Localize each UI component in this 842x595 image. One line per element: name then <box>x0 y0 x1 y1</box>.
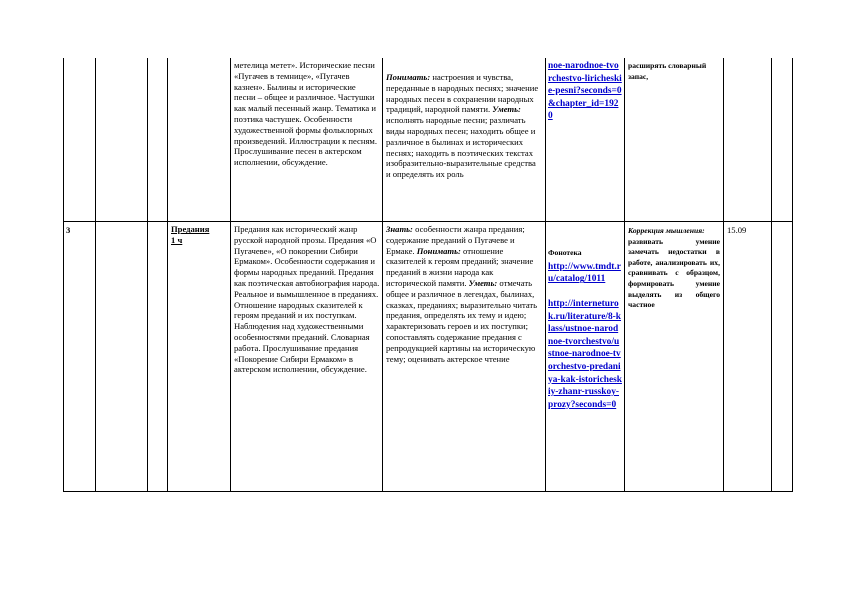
table-column-divider <box>545 58 546 492</box>
table-column-divider <box>230 58 231 492</box>
table-column-divider <box>95 58 96 492</box>
lesson-content-cell <box>234 224 380 375</box>
table-column-divider <box>771 58 772 492</box>
resource-link[interactable]: noe-narodnoe-tvorchestvo-liricheskie-pesni?seconds=0&chapter_id=1920 <box>548 61 622 122</box>
topic-hours: 1 ч <box>171 234 183 245</box>
resource-link-tmdt[interactable]: http://www.tmdt.ru/catalog/1011 <box>548 261 621 285</box>
table-column-divider <box>624 58 625 492</box>
learning-results-cell <box>386 72 542 180</box>
resources-cell <box>548 60 622 123</box>
correction-cell <box>628 226 720 311</box>
understand-label: Понимать: <box>386 72 431 82</box>
lesson-date: 15.09 <box>727 225 747 235</box>
table-border-left <box>63 58 64 492</box>
resource-link-interneturok[interactable]: http://interneturok.ru/literature/8-klass/ustnoe-narodnoe-tvorchestvo/ustnoe-narodnoe-tvorchestvo-predaniya-kak-istoricheskiy-zhanr-russkoy-prozy?seconds=0 <box>548 298 622 410</box>
understand-text: отношение сказителей к героям преданий; значение преданий в жизни народа как исторической памяти. <box>386 245 534 288</box>
lesson-content-cell <box>234 60 378 168</box>
can-label: Уметь: <box>468 277 498 288</box>
topic-cell <box>171 224 227 246</box>
phonoteca-label: Фонотека <box>548 248 582 257</box>
correction-text: расширять словарный запас, <box>628 61 707 81</box>
resources-cell <box>548 248 622 411</box>
table-border-bottom <box>63 491 793 492</box>
understand-text: настроения и чувства, переданные в народных песнях; значение народных песен в сохранении народных традиций, народной памяти. <box>386 72 539 115</box>
know-label: Знать: <box>386 224 413 234</box>
lesson-content-text: Предания как исторический жанр русской народной прозы. Предания «О Пугачеве», «О покорении Сибири Ермаком». Особенности содержания и формы народных преданий. Предания как поэтическая автобиография народа. Реальное и вымышленное в преданиях. Отношение народных сказителей к героям преданий и их поступкам. Наблюдения над художественными особенностями преданий. Словарная работа. Прослушивание предания «Покорение Сибири Ермаком» в актерском исполнении, обсуждение. <box>234 224 380 375</box>
can-text: отмечать общее и различное в легендах, былинах, сказках, преданиях; выразительно читать предания, определять их тему и идею; характеризовать героев и их поступки; сопоставлять содержание предания с репродукцией картины на историческую тему; оценивать актерское чтение <box>386 277 538 364</box>
can-label: Уметь: <box>492 104 521 115</box>
table-column-divider <box>382 58 383 492</box>
table-column-divider <box>723 58 724 492</box>
know-text: особенности жанра предания; содержание преданий о Пугачеве и Ермаке. <box>386 224 525 256</box>
row-divider <box>63 221 793 222</box>
correction-label: Коррекция мышления: <box>628 226 705 235</box>
lesson-content-text: метелица метет». Исторические песни «Пугачев в темнице», «Пугачев казнен». Былины и исторические песни – общее и различное. Частушки как малый песенный жанр. Тематика и поэтика частушек. Особенности художественной формы фольклорных произведений. Иллюстрации к песням. Прослушивание песен в актерском исполнении, обсуждение. <box>234 60 378 168</box>
lesson-number: 3 <box>66 225 71 235</box>
table-column-divider <box>167 58 168 492</box>
table-border-right <box>792 58 793 492</box>
understand-label: Понимать: <box>416 245 461 256</box>
can-text: исполнять народные песни; различать виды народных песен; находить общее и различное в былинах и исторических песнях; находить в поэтических текстах изобразительно-выразительные средства и определять их роль <box>386 115 536 180</box>
learning-results-cell <box>386 224 542 364</box>
correction-cell <box>628 61 720 82</box>
topic-title: Предания <box>171 224 210 234</box>
correction-text: развивать умение замечать недостатки в работе, анализировать их, сравнивать с образцом, формировать умение выделять из общего частное <box>628 236 720 310</box>
table-column-divider <box>147 58 148 492</box>
